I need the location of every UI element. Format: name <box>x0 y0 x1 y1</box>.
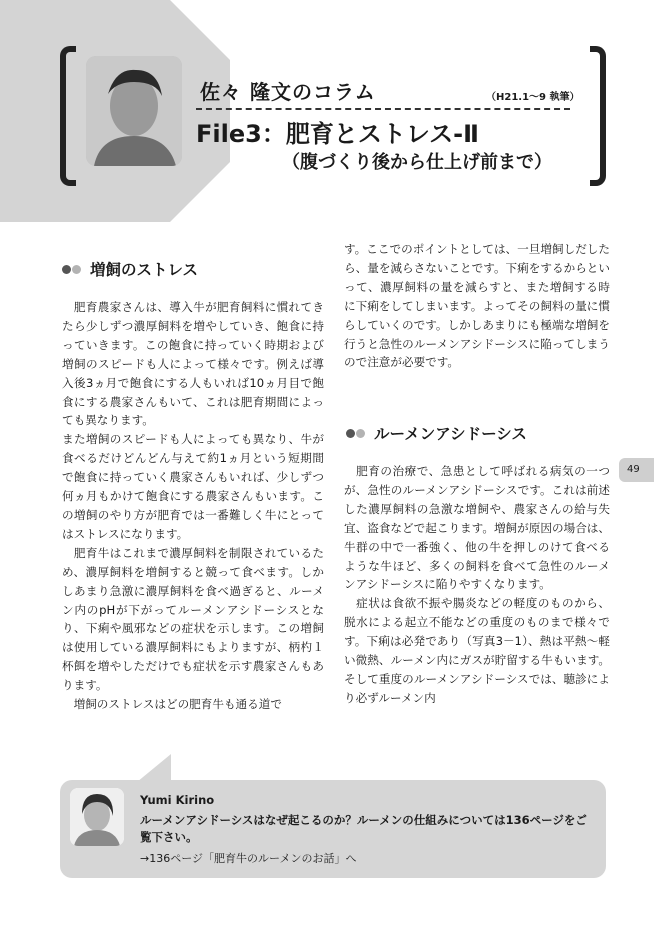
section-heading-feeding-stress <box>62 258 198 280</box>
body-text-column-2-bottom: 肥育の治療で、急患として呼ばれる病気の一つが、急性のルーメンアシドーシスです。これは前述した濃厚飼料の急激な増飼や、農家さんの給与失宜、盗食などで起こります。増飼が原因の場合は、牛群の中で一番強く、他の牛を押しのけて食べるような牛ほど、多くの飼料を食べて急性のルーメンアシドーシスに陥りやすくなります。 症状は食欲不振や腸炎などの軽度のものから、脱水による起立不能などの重度のものまで様々です。下痢は必発であり（写真3－1）、熱は平熱～軽い微熱、ルーメン内にガスが貯留する牛もいます。そして重度のルーメンアシドーシスでは、聴診により必ずルーメン内 <box>344 464 610 705</box>
body-text-column-2-top: す。ここでのポイントとしては、一旦増飼しだしたら、量を減らさないことです。下痢をするからといって、濃厚飼料の量を減らすと、また増飼する時に下痢をしてしまいます。よってその飼料の量に慣らしていくのです。しかしあまりにも極端な増飼を行うと急性のルーメンアシドーシスに陥ってしまうので注意が必要です。 <box>344 242 610 370</box>
heading-dots-icon <box>346 429 366 438</box>
heading-dots-icon <box>62 265 82 274</box>
section-heading-text: 増飼のストレス <box>90 261 199 279</box>
column-date-note: （H21.1～9 執筆） <box>486 92 580 103</box>
note-page-reference-link[interactable]: →136ページ「肥育牛のルーメンのお話」へ <box>140 852 357 865</box>
page-number: 49 <box>627 464 640 475</box>
file-title: File3：肥育とストレス-Ⅱ <box>196 120 479 148</box>
body-text-column-1: 肥育農家さんは、導入牛が肥育飼料に慣れてきたら少しずつ濃厚飼料を増やしていき、飽食に持っていきます。この飽食に持っていく時期および増飼のスピードも人によって様々です。例えば導入後3ヵ月で飽食にする人もいれば10ヵ月目で飽食にする農家さんもいて、これは肥育期間によっても異なります。 また増飼のスピードも人によっても異なり、牛が食べるだけどんどん与えて約1ヵ月という短期間で飽食に持っていく農家さんもいれば、少しずつ何ヵ月もかけて飽食にする農家さんもいます。この増飼のやり方が肥育では一番難しく牛にとってはストレスになります。 肥育牛はこれまで濃厚飼料を制限されているため、濃厚飼料を増飼すると競って食べます。しかしあまり急激に濃厚飼料を食べ過ぎると、ルーメン内のpHが下がってルーメンアシドーシスとなり、下痢や風邪などの症状を示します。この増飼は使用している濃厚飼料にもよりますが、柄杓１杯餌を増やしただけでも症状を示す農家さんもあります。 増飼のストレスはどの肥育牛も通る道で <box>62 300 324 712</box>
author-photo <box>86 56 182 166</box>
section-heading-text: ルーメンアシドーシス <box>374 425 527 443</box>
section-heading-rumen-acidosis <box>346 422 527 444</box>
column-author-title: 佐々 隆文のコラム <box>200 80 376 104</box>
title-bracket-right <box>590 46 606 186</box>
note-author-name: Yumi Kirino <box>140 793 215 807</box>
note-author-portrait-icon <box>70 788 124 846</box>
note-bubble-tail <box>137 754 171 782</box>
title-bracket-left <box>60 46 76 186</box>
author-portrait-icon <box>86 56 182 166</box>
note-text: ルーメンアシドーシスはなぜ起こるのか？ルーメンの仕組みについては136ページをご覧下さい。 <box>140 813 587 844</box>
file-subtitle: （腹づくり後から仕上げ前まで） <box>282 152 552 173</box>
note-author-photo <box>70 788 124 846</box>
title-divider <box>196 108 570 110</box>
